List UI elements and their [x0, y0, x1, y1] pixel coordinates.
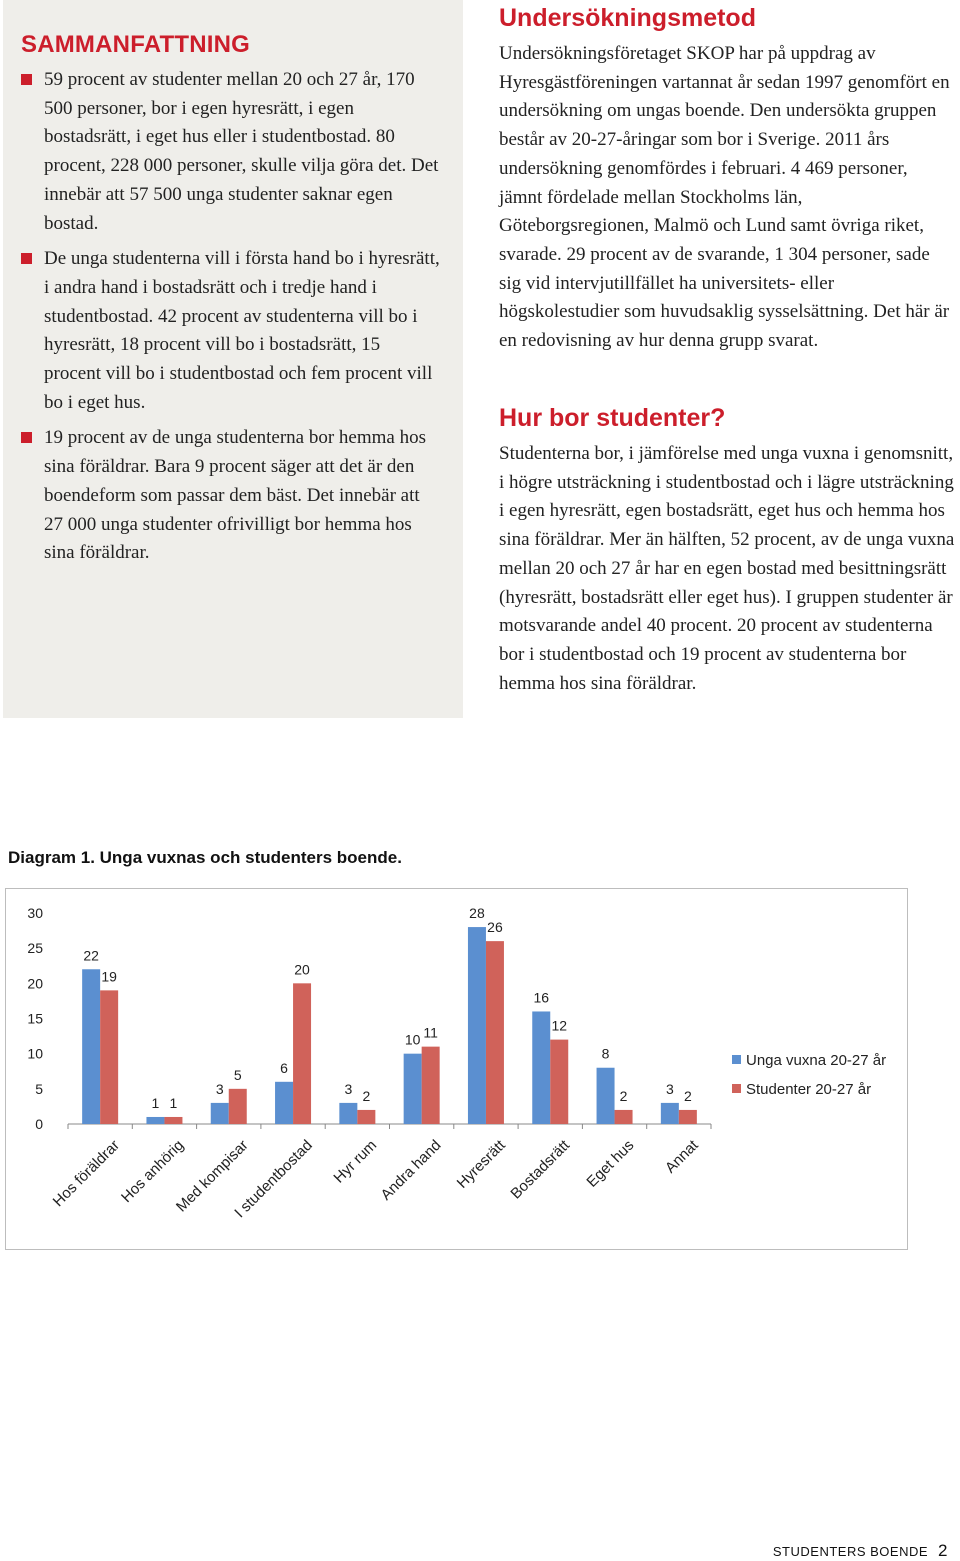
legend-swatch — [732, 1055, 741, 1064]
bar — [100, 990, 118, 1124]
bullet-square-icon — [21, 432, 32, 443]
summary-item — [21, 66, 441, 238]
page-number: 2 — [938, 1541, 948, 1560]
bar — [422, 1047, 440, 1124]
bar-value-label: 28 — [469, 905, 485, 922]
summary-item-text: 59 procent av studenter mellan 20 och 27 år, 170 500 personer, bor i egen hyresrätt, i egen bostadsrätt, i eget hus eller i studentbostad. 80 procent, 228 000 personer, skulle vilja göra det. Det innebär att 57 500 unga studenter saknar egen bostad. — [44, 69, 439, 234]
bar-value-label: 1 — [151, 1094, 160, 1111]
x-tick-label: Med kompisar — [172, 1136, 252, 1216]
bar — [679, 1110, 697, 1124]
bar — [275, 1082, 293, 1124]
bar — [615, 1110, 633, 1124]
bullet-square-icon — [21, 74, 32, 85]
summary-item — [21, 245, 441, 417]
bar — [486, 941, 504, 1124]
bar — [597, 1068, 615, 1124]
bar — [550, 1040, 568, 1124]
method-paragraph: Undersökningsföretaget SKOP har på uppdrag av Hyresgästföreningen vartannat år sedan 1997 genomfört en undersökning om ungas boende. Den undersökta gruppen består av 20-27-åringar som bor i Sverige. 2011 års undersökning genomfördes i februari. 4 469 personer, jämnt fördelade mellan Stockholms län, Göteborgsregionen, Malmö och Lund samt övriga riket, svarade. 29 procent av de svarande, 1 304 personer, sade sig vid intervjutillfället ha universitets- eller högskolestudier som huvudsaklig sysselsättning. Det här är en redovisning av hur denna grupp svarat. — [499, 43, 950, 352]
y-tick-label: 0 — [35, 1116, 43, 1132]
bar-value-label: 12 — [551, 1017, 568, 1034]
bar-value-label: 22 — [83, 947, 99, 964]
summary-box — [3, 0, 463, 718]
bar-value-label: 20 — [294, 961, 310, 978]
bar-value-label: 8 — [601, 1045, 610, 1062]
bar-value-label: 2 — [683, 1087, 692, 1104]
x-tick-label: I studentbostad — [231, 1136, 316, 1222]
bar-chart — [6, 889, 909, 1251]
y-tick-label: 5 — [35, 1080, 43, 1097]
y-tick-label: 15 — [27, 1010, 43, 1027]
bullet-square-icon — [21, 253, 32, 264]
bar-value-label: 2 — [362, 1087, 371, 1104]
x-tick-label: Hos föräldrar — [49, 1136, 123, 1211]
bar — [532, 1011, 550, 1124]
diagram-title: Diagram 1. Unga vuxnas och studenters boende. — [8, 848, 402, 867]
legend-label: Studenter 20-27 år — [746, 1081, 872, 1098]
summary-item-text: De unga studenterna vill i första hand bo i hyresrätt, i andra hand i bostadsrätt och i tredje hand i studentbostad. 42 procent av studenterna vill bo i hyresrätt, 18 procent vill bo i bostadsrätt, 15 procent vill bo i studentbostad och fem procent vill bo i eget hus. — [44, 248, 440, 413]
bar-value-label: 26 — [487, 919, 503, 936]
bar-value-label: 19 — [101, 968, 117, 985]
bar — [339, 1103, 357, 1124]
x-tick-label: Hos anhörig — [118, 1136, 188, 1207]
legend-label: Unga vuxna 20-27 år — [746, 1052, 887, 1069]
bar — [293, 983, 311, 1124]
summary-title: SAMMANFATTNING — [21, 31, 250, 58]
bar — [146, 1117, 164, 1124]
x-tick-label: Andra hand — [377, 1136, 445, 1204]
summary-item — [21, 424, 441, 568]
students-heading: Hur bor studenter? — [499, 404, 726, 432]
bar-value-label: 3 — [344, 1080, 353, 1097]
bar-value-label: 6 — [280, 1059, 288, 1076]
bar-value-label: 11 — [423, 1024, 438, 1041]
bar — [468, 927, 486, 1124]
legend-swatch — [732, 1084, 741, 1093]
y-tick-label: 25 — [27, 940, 43, 957]
bar-value-label: 5 — [233, 1066, 242, 1083]
chart-container — [5, 888, 908, 1250]
page-footer — [773, 1541, 948, 1561]
bar-value-label: 10 — [404, 1031, 421, 1048]
bar — [164, 1117, 182, 1124]
y-tick-label: 30 — [27, 905, 43, 921]
method-heading: Undersökningsmetod — [499, 4, 756, 32]
bar — [229, 1089, 247, 1124]
bar-value-label: 16 — [533, 989, 550, 1006]
bar-value-label: 2 — [619, 1087, 628, 1104]
bar — [661, 1103, 679, 1124]
summary-list — [21, 66, 441, 575]
y-tick-label: 10 — [27, 1045, 43, 1062]
x-tick-label: Annat — [661, 1136, 702, 1177]
x-tick-label: Hyresrätt — [453, 1136, 509, 1192]
x-tick-label: Hyr rum — [330, 1136, 381, 1187]
x-tick-label: Eget hus — [583, 1136, 638, 1191]
bar — [211, 1103, 229, 1124]
bar-value-label: 3 — [665, 1080, 674, 1097]
students-paragraph: Studenterna bor, i jämförelse med unga vuxna i genomsnitt, i högre utsträckning i studentbostad och i lägre utsträckning i egen hyresrätt, egen bostadsrätt, eget hus och hemma hos sina föräldrar. Mer än hälften, 52 procent, av de unga vuxna mellan 20 och 27 år har en egen bostad med besittningsrätt (hyresrätt, bostadsrätt eller eget hus). I gruppen studenter är motsvarande andel 40 procent. 20 procent av studenterna bor i studentbostad och 19 procent av studenterna bor hemma hos sina föräldrar. — [499, 443, 955, 694]
bar-value-label: 3 — [215, 1080, 224, 1097]
bar — [404, 1054, 422, 1124]
bar — [357, 1110, 375, 1124]
bar — [82, 969, 100, 1124]
x-tick-label: Bostadsrätt — [507, 1136, 574, 1203]
footer-label: STUDENTERS BOENDE — [772, 1544, 929, 1559]
y-tick-label: 20 — [27, 975, 43, 992]
bar-value-label: 1 — [169, 1094, 178, 1111]
summary-item-text: 19 procent av de unga studenterna bor hemma hos sina föräldrar. Bara 9 procent säger att det är den boendeform som passar dem bäst. Det innebär att 27 000 unga studenter ofrivilligt bor hemma hos sina föräldrar. — [44, 427, 426, 564]
